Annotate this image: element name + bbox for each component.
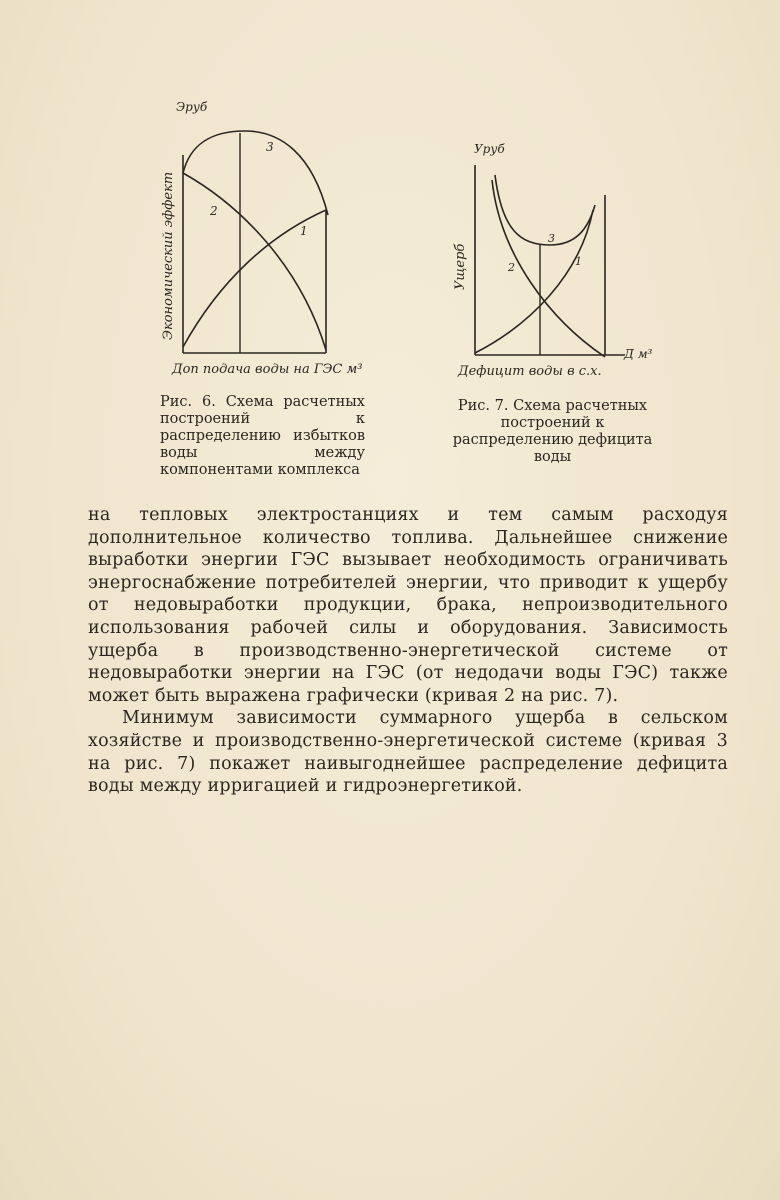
fig7-x-axis-label: Дефицит воды в с.х. [458,364,602,379]
fig7-curve-label-1: 1 [575,255,582,268]
body-text [88,504,728,798]
fig7-curve-3 [495,175,595,245]
paragraph-2: Минимум зависимости суммарного ущерба в сельском хозяйстве и производственно-энергетической системе (кривая 3 на рис. 7) покажет наивыгоднейшее распределение дефицита воды между ирригацией и гидроэнергетикой. [88,708,728,797]
fig7-curve-label-2: 2 [508,261,515,274]
figure-7-caption: Рис. 7. Схема расчетных построений к распределению дефицита воды [452,398,653,465]
fig6-y-unit: Эруб [176,100,208,114]
fig6-curve-label-1: 1 [300,224,308,238]
figure-6-diagram [150,95,410,385]
fig7-x-unit: Д м³ [624,347,653,361]
fig7-curve-1 [475,210,593,353]
fig6-curve-label-2: 2 [210,204,218,218]
figure-6-caption: Рис. 6. Схема расчетных построений к распределению избытков воды между компонентами комплекса [160,394,365,478]
fig6-y-axis-label: Экономический эффект [161,171,176,340]
fig7-y-unit: Уруб [474,142,505,156]
figure-7-diagram [440,135,680,385]
fig6-curve-label-3: 3 [266,140,274,154]
fig7-curve-label-3: 3 [548,232,555,245]
fig6-x-axis-label: Доп подача воды на ГЭС м³ [172,362,363,377]
figure-7 [440,135,680,385]
fig6-curve-2 [183,173,326,350]
fig6-curve-3 [183,131,328,215]
fig7-y-axis-label: Ущерб [453,243,468,290]
figure-6 [150,95,410,385]
paragraph-1: на тепловых электростанциях и тем самым расходуя дополнительное количество топлива. Дальнейшее снижение выработки энергии ГЭС вызывает необходимость ограничивать энергоснабжение потребителей энергии, что приводит к ущербу от недовыработки продукции, брака, непроизводительного использования рабочей силы и оборудования. Зависимость ущерба в производственно-энергетической системе от недовыработки энергии на ГЭС (от недодачи воды ГЭС) также может быть выражена графически (кривая 2 на рис. 7). [88,505,728,706]
